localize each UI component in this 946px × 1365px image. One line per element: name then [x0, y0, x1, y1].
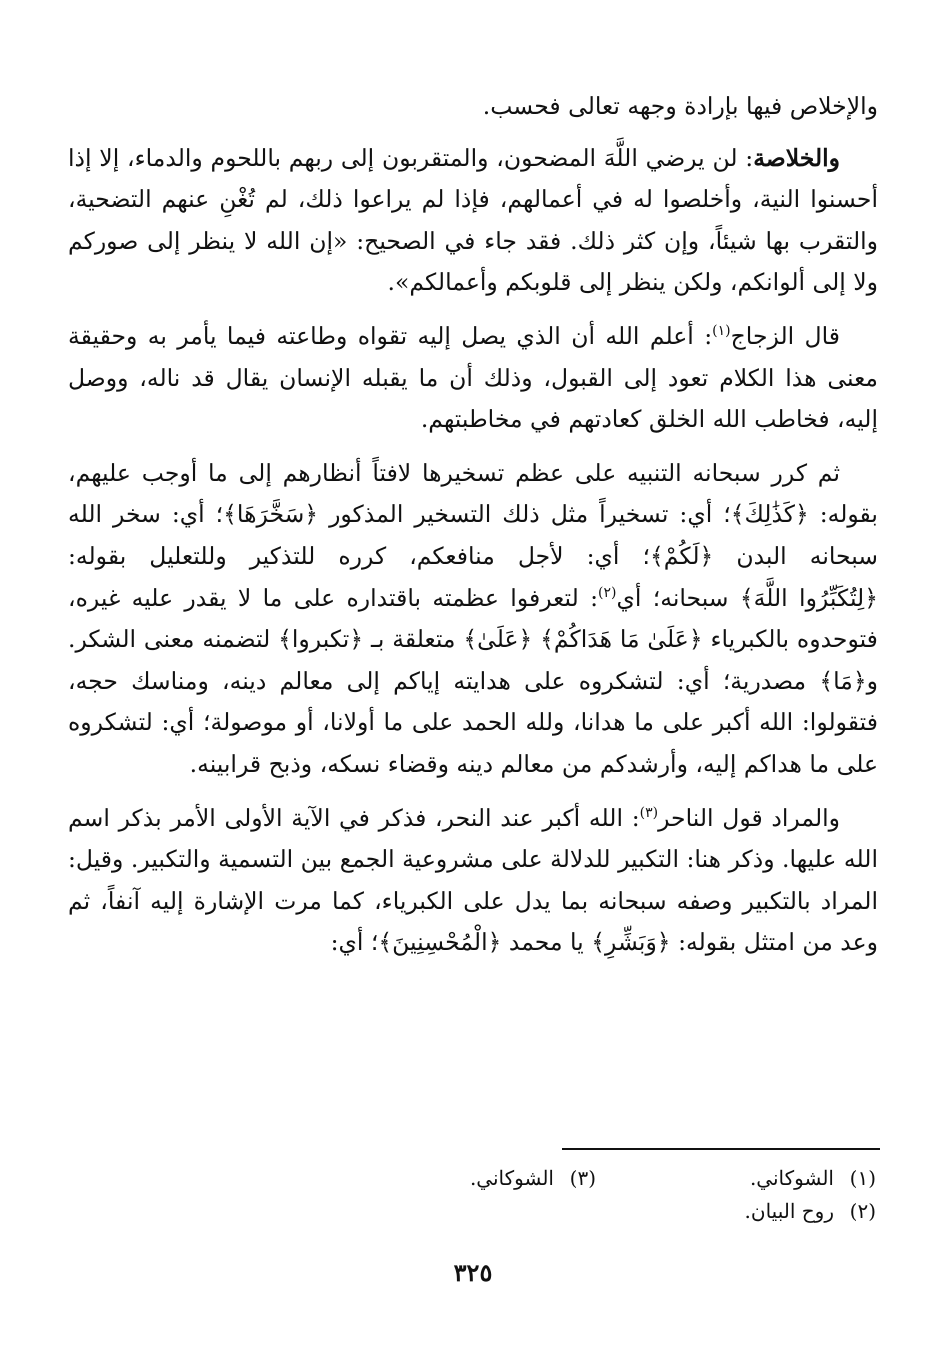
quran-quote: ﴿عَلَىٰ مَا هَدَاكُمْ﴾: [540, 625, 703, 654]
footnote-1: [596, 1162, 876, 1195]
paragraph-4-text-f: : لتعرفوا عظمته باقتداره على ما لا يقدر عليه غيره، فتوحدوه بالكبرياء: [68, 583, 878, 654]
quran-quote: ﴿مَا﴾: [819, 666, 867, 695]
footnote-number: (٣): [569, 1166, 596, 1190]
paragraph-4-text-c: ؛ أي: سخر الله سبحانه البدن: [68, 500, 878, 570]
footnote-3: [316, 1162, 596, 1195]
quran-quote: ﴿وَبَشِّرِ﴾: [591, 928, 671, 957]
paragraph-2-text: : لن يرضي اللَّهَ المضحون، والمتقربون إلى ربهم باللحوم والدماء، إلا إذا أحسنوا النية، وأخلصوا له في أعمالهم، فإذا لم يراعوا ذلك، لم تُغْنِ عنهم التضحية، والتقرب بها شيئاً، وإن كثر ذلك. فقد جاء في الصحيح: «إن الله لا ينظر إلى صوركم ولا إلى ألوانكم، ولكن ينظر إلى قلوبكم وأعمالكم».: [68, 143, 878, 297]
paragraph-3: [68, 316, 878, 441]
paragraph-5-text-c: ؛ أي:: [330, 928, 379, 957]
quran-quote: ﴿سَخَّرَهَا﴾: [223, 500, 319, 529]
quran-quote: ﴿عَلَىٰ﴾: [463, 625, 533, 654]
footnote-row: [316, 1162, 876, 1195]
quran-quote: ﴿تكبروا﴾: [278, 625, 364, 654]
footnotes: [316, 1162, 876, 1228]
paragraph-5-text-a: : الله أكبر عند النحر، فذكر في الآية الأولى الأمر بذكر اسم الله عليها. وذكر هنا: التكبير للدلالة على مشروعية الجمع بين التسمية والتكبير. وقيل: المراد بالتكبير وصفه سبحانه بما يدل على الكبرياء، كما مرت الإشارة إليه آنفاً، ثم وعد من امتثل بقوله:: [68, 803, 878, 957]
footnote-text: الشوكاني.: [469, 1166, 554, 1190]
footnote-text: الشوكاني.: [749, 1166, 834, 1190]
paragraph-4-text-e: سبحانه؛ أي: [616, 583, 729, 612]
paragraph-3-start: قال الزجاج: [730, 321, 841, 350]
paragraph-4-text-h: لتضمنه معنى الشكر. و: [68, 625, 878, 695]
footnote-ref-3: (٣): [639, 804, 659, 821]
footnote-ref-2: (٢): [598, 584, 617, 601]
page-number: ٣٢٥: [453, 1258, 493, 1287]
footnote-row: [316, 1195, 876, 1228]
paragraph-1: [68, 86, 878, 128]
paragraph-4: [68, 453, 878, 786]
footnote-2: [596, 1195, 876, 1228]
paragraph-5-start: والمراد قول الناحر: [658, 803, 840, 832]
quran-quote: ﴿لِتُكَبِّرُوا اللَّهَ﴾: [739, 583, 878, 612]
paragraph-5-text-b: يا محمد: [508, 928, 584, 957]
footnote-text: روح البيان.: [744, 1199, 834, 1223]
summary-heading: والخلاصة: [753, 143, 840, 172]
quran-quote: ﴿لَكُمْ﴾: [649, 541, 714, 570]
paragraph-3-text: : أعلم الله أن الذي يصل إليه تقواه وطاعته فيما يأمر به وحقيقة معنى هذا الكلام تعود إلى القبول، وذلك أن ما يقبله الإنسان يقال قد ناله، ووصل إليه، فخاطب الله الخلق كعادتهم في مخاطبتهم.: [68, 321, 878, 434]
paragraph-1-text: والإخلاص فيها بإرادة وجهه تعالى فحسب.: [482, 92, 878, 120]
quran-quote: ﴿الْمُحْسِنِينَ﴾: [378, 928, 502, 957]
footnote-ref-1: (١): [712, 323, 731, 340]
paragraph-4-text-b: ؛ أي: تسخيراً مثل ذلك التسخير المذكور: [329, 500, 731, 529]
footnote-divider: [562, 1148, 880, 1150]
paragraph-5: [68, 798, 878, 964]
footnote-number: (٢): [849, 1199, 876, 1223]
paragraph-4-text-d: ؛ أي: لأجل منافعكم، كرره للتذكير وللتعليل بقوله:: [68, 541, 650, 570]
paragraph-4-text-i: مصدرية؛ أي: لتشكروه على هدايته إياكم إلى معالم دينه، ومناسك حجه، فتقولوا: الله أكبر على ما هدانا، ولله الحمد على ما أولانا، أو موصولة؛ أي: لتشكروه على ما هداكم إليه، وأرشدكم من معالم دينه وقضاء نسكه، وذبح قرابينه.: [68, 666, 878, 778]
footnote-number: (١): [849, 1166, 876, 1190]
paragraph-2: [68, 138, 878, 304]
paragraph-4-text-g: متعلقة بـ: [370, 625, 456, 654]
quran-quote: ﴿كَذَٰلِكَ﴾: [730, 500, 809, 529]
paragraph-4-text-a: ثم كرر سبحانه التنبيه على عظم تسخيرها لافتاً أنظارهم إلى ما أوجب عليهم، بقوله:: [68, 458, 878, 529]
